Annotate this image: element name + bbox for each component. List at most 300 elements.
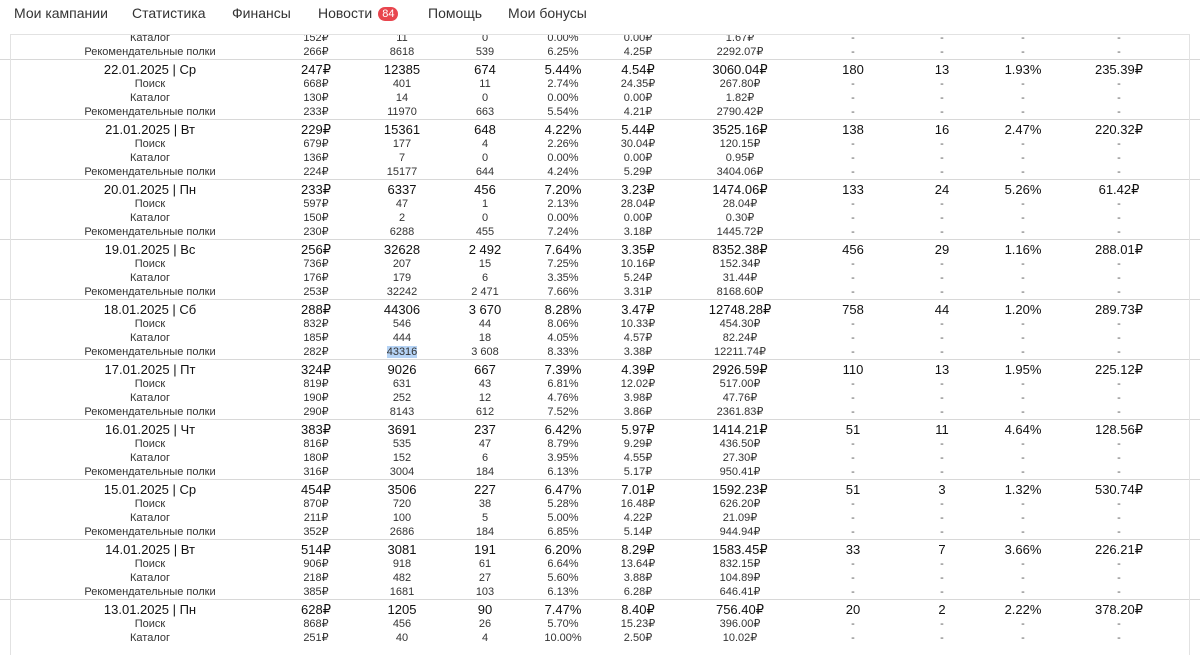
metric-cell: 30.04₽ — [620, 138, 656, 150]
metric-cell: 663 — [475, 106, 495, 118]
metric-cell: 667 — [474, 362, 496, 377]
metric-cell: 539 — [475, 46, 495, 58]
metric-cell: 3.35₽ — [621, 242, 655, 257]
metric-cell: 225.12₽ — [1094, 362, 1144, 377]
nav-item-label: Статистика — [132, 5, 206, 21]
metric-cell: 227 — [474, 482, 496, 497]
metric-cell: 1.16% — [1004, 242, 1042, 257]
nav-item-0[interactable] — [14, 5, 108, 21]
metric-cell: 180 — [842, 62, 864, 77]
metric-cell: 5.14₽ — [623, 526, 653, 538]
metric-cell: 10.16₽ — [620, 258, 656, 270]
placement-row — [0, 345, 1200, 359]
metric-cell: 456 — [392, 618, 412, 630]
metric-cell: - — [851, 452, 855, 464]
metric-cell: 38 — [478, 498, 492, 510]
placement-row — [0, 557, 1200, 571]
metric-cell: - — [940, 198, 944, 210]
metric-cell: 758 — [842, 302, 864, 317]
date-label: 14.01.2025 | Вт — [105, 542, 195, 557]
metric-cell: - — [940, 346, 944, 358]
placement-label: Поиск — [134, 558, 166, 570]
date-label: 21.01.2025 | Вт — [105, 122, 195, 137]
metric-cell: 0.00% — [547, 212, 579, 224]
metric-cell: - — [851, 78, 855, 90]
metric-cell: - — [851, 346, 855, 358]
metric-cell: 3.31₽ — [623, 286, 653, 298]
metric-cell: 4.21₽ — [623, 106, 653, 118]
metric-cell: 0 — [481, 34, 489, 44]
metric-cell: 816₽ — [303, 438, 329, 450]
metric-cell: 8352.38₽ — [712, 242, 768, 257]
metric-cell: 3.23₽ — [621, 182, 655, 197]
placement-label: Каталог — [130, 92, 170, 104]
metric-cell: - — [940, 92, 944, 104]
placement-label: Поиск — [134, 78, 166, 90]
metric-cell: 12748.28₽ — [708, 302, 772, 317]
metric-cell: - — [940, 586, 944, 598]
placement-label: Каталог — [130, 332, 170, 344]
news-count-badge: 84 — [378, 7, 398, 21]
metric-cell: - — [1117, 46, 1121, 58]
metric-cell: 0.00% — [547, 92, 579, 104]
metric-cell: 4.22% — [544, 122, 582, 137]
metric-cell: 177 — [392, 138, 412, 150]
metric-cell: 7.52% — [547, 406, 579, 418]
metric-cell: 454₽ — [301, 482, 331, 497]
metric-cell: 6.25% — [547, 46, 579, 58]
metric-cell: - — [1117, 272, 1121, 284]
metric-cell: - — [1117, 572, 1121, 584]
metric-cell: 13.64₽ — [620, 558, 656, 570]
metric-cell: - — [940, 558, 944, 570]
placement-label: Рекомендательные полки — [84, 226, 216, 238]
metric-cell: 43 — [478, 378, 492, 390]
metric-cell: 110 — [842, 362, 864, 377]
nav-item-label: Мои кампании — [14, 5, 108, 21]
metric-cell: - — [1021, 438, 1025, 450]
metric-cell: - — [851, 198, 855, 210]
metric-cell: 436.50₽ — [719, 438, 761, 450]
metric-cell: 11970 — [387, 106, 417, 118]
metric-cell: - — [940, 572, 944, 584]
metric-cell: 233₽ — [303, 106, 329, 118]
metric-cell: - — [1117, 526, 1121, 538]
nav-item-label: Помощь — [428, 5, 483, 21]
placement-label: Рекомендательные полки — [84, 466, 216, 478]
metric-cell: 1445.72₽ — [716, 226, 764, 238]
metric-cell: 3.35% — [547, 272, 579, 284]
metric-cell: 6.85% — [547, 526, 579, 538]
metric-cell: 736₽ — [303, 258, 329, 270]
metric-cell: - — [940, 438, 944, 450]
metric-cell: - — [1021, 258, 1025, 270]
placement-row — [0, 105, 1200, 119]
placement-label: Рекомендательные полки — [84, 46, 216, 58]
date-label: 15.01.2025 | Ср — [103, 482, 197, 497]
metric-cell: - — [940, 152, 944, 164]
metric-cell: 152.34₽ — [719, 258, 761, 270]
metric-cell: 6.13% — [547, 466, 579, 478]
metric-cell: 3.88₽ — [623, 572, 653, 584]
metric-cell: 11 — [935, 422, 949, 437]
metric-cell: 4.39₽ — [621, 362, 655, 377]
metric-cell: 3 608 — [471, 346, 499, 358]
metric-cell: 26 — [478, 618, 492, 630]
placement-label: Рекомендательные полки — [84, 526, 216, 538]
day-total-row — [0, 420, 1200, 437]
metric-cell: - — [940, 512, 944, 524]
metric-cell: - — [1021, 632, 1025, 644]
metric-cell: 44 — [934, 302, 950, 317]
date-label: 17.01.2025 | Пт — [104, 362, 196, 377]
metric-cell: 7 — [938, 542, 946, 557]
metric-cell: - — [1021, 34, 1025, 44]
metric-cell: 191 — [474, 542, 496, 557]
metric-cell: - — [851, 106, 855, 118]
placement-row — [0, 497, 1200, 511]
metric-cell: - — [940, 452, 944, 464]
placement-row — [0, 317, 1200, 331]
placement-row — [0, 257, 1200, 271]
metric-cell: - — [851, 572, 855, 584]
metric-cell: 267.80₽ — [719, 78, 761, 90]
placement-row — [0, 197, 1200, 211]
day-group — [0, 359, 1200, 419]
metric-cell: 150₽ — [303, 212, 329, 224]
metric-cell: 138 — [842, 122, 864, 137]
metric-cell: - — [1117, 34, 1121, 44]
day-total-row — [0, 300, 1200, 317]
metric-cell: - — [1117, 438, 1121, 450]
metric-cell: - — [1117, 286, 1121, 298]
metric-cell: 8618 — [389, 46, 415, 58]
metric-cell: - — [1117, 346, 1121, 358]
metric-cell: 15361 — [383, 122, 421, 137]
metric-cell: 128.56₽ — [1094, 422, 1144, 437]
metric-cell: 6.81% — [547, 378, 579, 390]
metric-cell: 47 — [395, 198, 409, 210]
metric-cell: 220.32₽ — [1094, 122, 1144, 137]
metric-cell: - — [851, 378, 855, 390]
nav-item-label: Новости — [318, 5, 373, 21]
metric-cell: 5.70% — [547, 618, 579, 630]
metric-cell: 15 — [478, 258, 492, 270]
metric-cell: 184 — [475, 526, 495, 538]
metric-cell: 3.66% — [1004, 542, 1042, 557]
metric-cell: 28.04₽ — [722, 198, 758, 210]
metric-cell: 24.35₽ — [620, 78, 656, 90]
metric-cell: 27 — [478, 572, 492, 584]
placement-label: Каталог — [130, 452, 170, 464]
metric-cell: - — [940, 106, 944, 118]
placement-row — [0, 437, 1200, 451]
metric-cell: 12385 — [383, 62, 421, 77]
metric-cell — [372, 345, 432, 359]
metric-cell: - — [940, 318, 944, 330]
placement-label: Поиск — [134, 258, 166, 270]
metric-cell: - — [940, 138, 944, 150]
metric-cell: 51 — [845, 422, 861, 437]
metric-cell: 0.00₽ — [623, 212, 653, 224]
metric-cell: - — [851, 272, 855, 284]
metric-cell: 7 — [398, 152, 406, 164]
metric-cell: - — [1117, 392, 1121, 404]
placement-label: Каталог — [130, 212, 170, 224]
metric-cell: 4.55₽ — [623, 452, 653, 464]
metric-cell: - — [1021, 318, 1025, 330]
metric-cell: 185₽ — [303, 332, 329, 344]
metric-cell: 4.54₽ — [621, 62, 655, 77]
metric-cell: 546 — [392, 318, 412, 330]
metric-cell: 7.25% — [547, 258, 579, 270]
metric-cell: 2292.07₽ — [716, 46, 764, 58]
metric-cell: 288₽ — [301, 302, 331, 317]
metric-cell: - — [1021, 198, 1025, 210]
day-group — [0, 34, 1200, 59]
placement-row — [0, 137, 1200, 151]
metric-cell: - — [1021, 512, 1025, 524]
metric-cell: 29 — [934, 242, 950, 257]
metric-cell: - — [851, 286, 855, 298]
metric-cell: 832₽ — [303, 318, 329, 330]
nav-item-5[interactable] — [508, 5, 587, 21]
metric-cell: 176₽ — [303, 272, 329, 284]
metric-cell: - — [1021, 226, 1025, 238]
metric-cell: - — [851, 34, 855, 44]
metric-cell: 11 — [396, 34, 408, 44]
metric-cell: - — [1117, 212, 1121, 224]
metric-cell: 15177 — [386, 166, 418, 178]
metric-cell: 5 — [481, 512, 489, 524]
placement-label: Рекомендательные полки — [84, 166, 216, 178]
placement-label: Рекомендательные полки — [84, 406, 216, 418]
metric-cell: 2 492 — [468, 242, 502, 257]
metric-cell: 5.28% — [547, 498, 579, 510]
metric-cell: - — [1021, 152, 1025, 164]
nav-item-3[interactable] — [318, 5, 398, 21]
placement-row — [0, 511, 1200, 525]
nav-item-2[interactable] — [232, 5, 291, 21]
nav-item-1[interactable] — [132, 5, 206, 21]
metric-cell: 3404.06₽ — [716, 166, 764, 178]
placement-row — [0, 465, 1200, 479]
metric-cell: 2.22% — [1004, 602, 1042, 617]
metric-cell: 5.44% — [544, 62, 582, 77]
metric-cell: 4.24% — [547, 166, 579, 178]
metric-cell: 28.04₽ — [620, 198, 656, 210]
metric-cell: 870₽ — [303, 498, 329, 510]
metric-cell: - — [940, 78, 944, 90]
placement-label: Каталог — [130, 632, 170, 644]
metric-cell: 3506 — [387, 482, 417, 497]
metric-cell: 13 — [934, 362, 950, 377]
metric-cell: 644 — [475, 166, 495, 178]
metric-cell: 597₽ — [303, 198, 329, 210]
metric-cell: - — [1117, 92, 1121, 104]
metric-cell: 3525.16₽ — [712, 122, 768, 137]
metric-cell: 2 — [398, 212, 406, 224]
placement-label: Поиск — [134, 618, 166, 630]
metric-cell: - — [1021, 586, 1025, 598]
placement-label: Каталог — [130, 152, 170, 164]
metric-cell: - — [851, 166, 855, 178]
metric-cell: - — [1021, 212, 1025, 224]
metric-cell: 7.39% — [544, 362, 582, 377]
metric-cell: 8.28% — [544, 302, 582, 317]
metric-cell: - — [1117, 618, 1121, 630]
metric-cell: 819₽ — [303, 378, 329, 390]
metric-cell: 18 — [478, 332, 492, 344]
metric-cell: - — [940, 498, 944, 510]
nav-item-4[interactable] — [428, 5, 482, 21]
metric-cell: 7.47% — [544, 602, 582, 617]
metric-cell: 4.05% — [547, 332, 579, 344]
metric-cell: 5.26% — [1004, 182, 1042, 197]
placement-label: Поиск — [134, 378, 166, 390]
metric-cell: 8.06% — [547, 318, 579, 330]
metric-cell: 10.00% — [544, 632, 582, 644]
metric-cell: - — [1117, 166, 1121, 178]
metric-cell: 868₽ — [303, 618, 329, 630]
metric-cell: - — [851, 512, 855, 524]
metric-cell: - — [851, 226, 855, 238]
metric-cell: - — [1117, 78, 1121, 90]
metric-cell: 12 — [478, 392, 492, 404]
metric-cell: - — [1117, 378, 1121, 390]
metric-cell: 646.41₽ — [719, 586, 761, 598]
metric-cell: - — [940, 466, 944, 478]
metric-cell: 51 — [845, 482, 861, 497]
metric-cell: 2 471 — [471, 286, 499, 298]
metric-cell: 16 — [934, 122, 950, 137]
metric-cell: 133 — [842, 182, 864, 197]
placement-row — [0, 45, 1200, 59]
metric-cell: 679₽ — [303, 138, 329, 150]
nav-item-label: Финансы — [232, 5, 291, 21]
metric-cell: 7.64% — [544, 242, 582, 257]
placement-label: Рекомендательные полки — [84, 586, 216, 598]
metric-cell: 6337 — [387, 182, 417, 197]
metric-cell: - — [1021, 558, 1025, 570]
selected-text: 43316 — [386, 346, 418, 358]
metric-cell: 1.67₽ — [725, 34, 755, 44]
metric-cell: 184 — [475, 466, 495, 478]
metric-cell: - — [1117, 452, 1121, 464]
metric-cell: - — [1021, 498, 1025, 510]
metric-cell: 218₽ — [303, 572, 329, 584]
metric-cell: - — [851, 558, 855, 570]
metric-cell: 8.79% — [547, 438, 579, 450]
metric-cell: 224₽ — [303, 166, 329, 178]
metric-cell: - — [1021, 572, 1025, 584]
metric-cell: 32628 — [383, 242, 421, 257]
metric-cell: 1.32% — [1004, 482, 1042, 497]
day-total-row — [0, 180, 1200, 197]
metric-cell: - — [1117, 152, 1121, 164]
metric-cell: 1414.21₽ — [712, 422, 768, 437]
metric-cell: 247₽ — [301, 62, 331, 77]
metric-cell: 4.76% — [547, 392, 579, 404]
placement-row — [0, 151, 1200, 165]
metric-cell: 5.24₽ — [623, 272, 653, 284]
metric-cell: 631 — [392, 378, 412, 390]
metric-cell: 3.47₽ — [621, 302, 655, 317]
metric-cell: 47 — [478, 438, 492, 450]
metric-cell: 14 — [395, 92, 409, 104]
metric-cell: - — [940, 212, 944, 224]
metric-cell: - — [851, 586, 855, 598]
metric-cell: 13 — [934, 62, 950, 77]
metric-cell: 1.82₽ — [725, 92, 755, 104]
metric-cell: 628₽ — [301, 602, 331, 617]
metric-cell: 3.18₽ — [623, 226, 653, 238]
placement-row — [0, 271, 1200, 285]
metric-cell: 530.74₽ — [1094, 482, 1144, 497]
metric-cell: 256₽ — [301, 242, 331, 257]
metric-cell: - — [1021, 286, 1025, 298]
metric-cell: - — [851, 632, 855, 644]
metric-cell: 226.21₽ — [1094, 542, 1144, 557]
metric-cell: - — [1021, 618, 1025, 630]
metric-cell: 20 — [845, 602, 861, 617]
metric-cell: - — [1021, 452, 1025, 464]
metric-cell: 6.13% — [547, 586, 579, 598]
placement-row — [0, 631, 1200, 645]
metric-cell: - — [1021, 272, 1025, 284]
date-label: 20.01.2025 | Пн — [103, 182, 197, 197]
metric-cell: 2.26% — [547, 138, 579, 150]
metric-cell: 120.15₽ — [719, 138, 761, 150]
metric-cell: 15.23₽ — [620, 618, 656, 630]
metric-cell: - — [1117, 498, 1121, 510]
metric-cell: 289.73₽ — [1094, 302, 1144, 317]
metric-cell: - — [851, 392, 855, 404]
metric-cell: - — [851, 46, 855, 58]
metric-cell: 233₽ — [301, 182, 331, 197]
placement-label: Каталог — [130, 34, 170, 44]
metric-cell: 6.64% — [547, 558, 579, 570]
metric-cell: 3004 — [389, 466, 415, 478]
metric-cell: - — [851, 138, 855, 150]
placement-row — [0, 585, 1200, 599]
metric-cell: - — [1117, 106, 1121, 118]
metric-cell: 152 — [392, 452, 412, 464]
metric-cell: 3.98₽ — [623, 392, 653, 404]
metric-cell: 6288 — [389, 226, 415, 238]
metric-cell: - — [1117, 406, 1121, 418]
metric-cell: 7.24% — [547, 226, 579, 238]
metric-cell: 6.28₽ — [623, 586, 653, 598]
metric-cell: 5.17₽ — [623, 466, 653, 478]
metric-cell: 3060.04₽ — [712, 62, 768, 77]
metric-cell: 3 — [938, 482, 946, 497]
day-group — [0, 599, 1200, 645]
metric-cell: 1592.23₽ — [712, 482, 768, 497]
metric-cell: 288.01₽ — [1094, 242, 1144, 257]
metric-cell: 1681 — [389, 586, 415, 598]
metric-cell: 4 — [481, 632, 489, 644]
metric-cell: 180₽ — [303, 452, 329, 464]
placement-row — [0, 405, 1200, 419]
metric-cell: 1474.06₽ — [712, 182, 768, 197]
metric-cell: - — [1021, 78, 1025, 90]
metric-cell: - — [940, 34, 944, 44]
placement-label: Каталог — [130, 272, 170, 284]
metric-cell: - — [851, 258, 855, 270]
day-total-row — [0, 540, 1200, 557]
placement-label: Поиск — [134, 138, 166, 150]
